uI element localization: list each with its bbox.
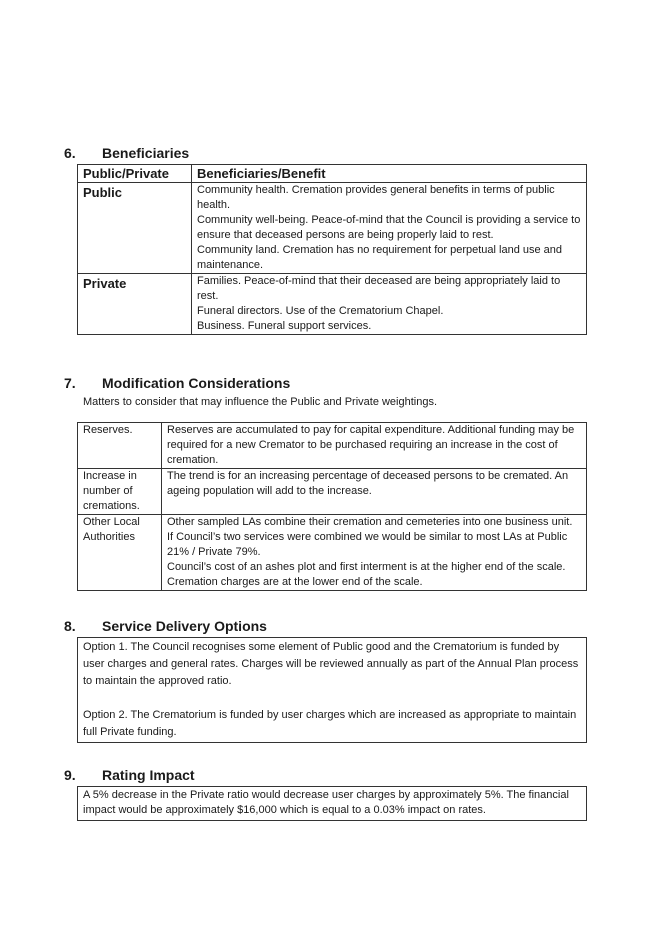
row-content <box>162 469 587 515</box>
consideration-line: Reserves are accumulated to pay for capital expenditure. Additional funding may be required for a new Cremator to be purchased requiring an increase in the cost of cremation. <box>167 424 575 466</box>
rating-impact-text: A 5% decrease in the Private ratio would decrease user charges by approximately 5%. The financial impact would be approximately $16,000 which is equal to a 0.03% impact on rates. <box>83 789 569 816</box>
row-content <box>162 423 587 469</box>
row-label: Reserves. <box>78 423 162 469</box>
consideration-line: The trend is for an increasing percentage of deceased persons to be cremated. An ageing population will add to the increase. <box>167 470 569 497</box>
section-title: Beneficiaries <box>102 145 190 161</box>
consideration-line: If Council’s two services were combined we would be similar to most LAs at Public 21% / Private 79%. <box>167 531 568 558</box>
consideration-line: Other sampled LAs combine their cremation and cemeteries into one business unit. <box>167 516 573 528</box>
section-title: Rating Impact <box>102 767 195 783</box>
option-paragraph: Option 1. The Council recognises some element of Public good and the Crematorium is funded by user charges and general rates. Charges will be reviewed annually as part of the Annual Plan process to maintain the approved ratio. <box>83 641 579 687</box>
rating-impact-box <box>77 786 587 821</box>
benefit-line: Community land. Cremation has no requirement for perpetual land use and maintenance. <box>197 244 563 271</box>
benefit-line: Families. Peace-of-mind that their deceased are being appropriately laid to rest. <box>197 275 561 302</box>
column-header: Public/Private <box>78 165 192 183</box>
table-row <box>78 274 587 335</box>
section-8-heading <box>64 618 267 634</box>
consideration-line: Cremation charges are at the lower end of the scale. <box>167 576 423 588</box>
option-paragraph: Option 2. The Crematorium is funded by user charges which are increased as appropriate to maintain full Private funding. <box>83 709 577 738</box>
table-row <box>78 423 587 469</box>
row-content <box>192 274 587 335</box>
row-content <box>192 183 587 274</box>
beneficiaries-table <box>77 164 587 335</box>
section-title: Modification Considerations <box>102 375 291 391</box>
benefit-line: Community well-being. Peace-of-mind that the Council is providing a service to ensure that deceased persons are being properly laid to rest. <box>197 214 581 241</box>
column-header: Beneficiaries/Benefit <box>192 165 587 183</box>
section-number: 9. <box>64 767 76 783</box>
table-header-row <box>78 165 587 183</box>
benefit-line: Funeral directors. Use of the Crematorium Chapel. <box>197 305 444 317</box>
row-label: Private <box>78 274 192 335</box>
table-row <box>78 515 587 591</box>
section-9-heading <box>64 767 195 783</box>
section-title: Service Delivery Options <box>102 618 267 634</box>
benefit-line: Business. Funeral support services. <box>197 320 372 332</box>
modification-table <box>77 422 587 591</box>
consideration-line: Council’s cost of an ashes plot and first interment is at the higher end of the scale. <box>167 561 566 573</box>
section-7-heading <box>64 375 290 391</box>
section-intro: Matters to consider that may influence the Public and Private weightings. <box>83 396 438 408</box>
row-label: Other Local Authorities <box>78 515 162 591</box>
section-number: 8. <box>64 618 76 634</box>
benefit-line: Community health. Cremation provides general benefits in terms of public health. <box>197 184 555 211</box>
table-row <box>78 469 587 515</box>
service-options-box <box>77 637 587 743</box>
section-number: 6. <box>64 145 76 161</box>
row-label: Increase in number of cremations. <box>78 469 162 515</box>
table-row <box>78 183 587 274</box>
row-content <box>162 515 587 591</box>
section-number: 7. <box>64 375 76 391</box>
section-6-heading <box>64 145 189 161</box>
row-label: Public <box>78 183 192 274</box>
